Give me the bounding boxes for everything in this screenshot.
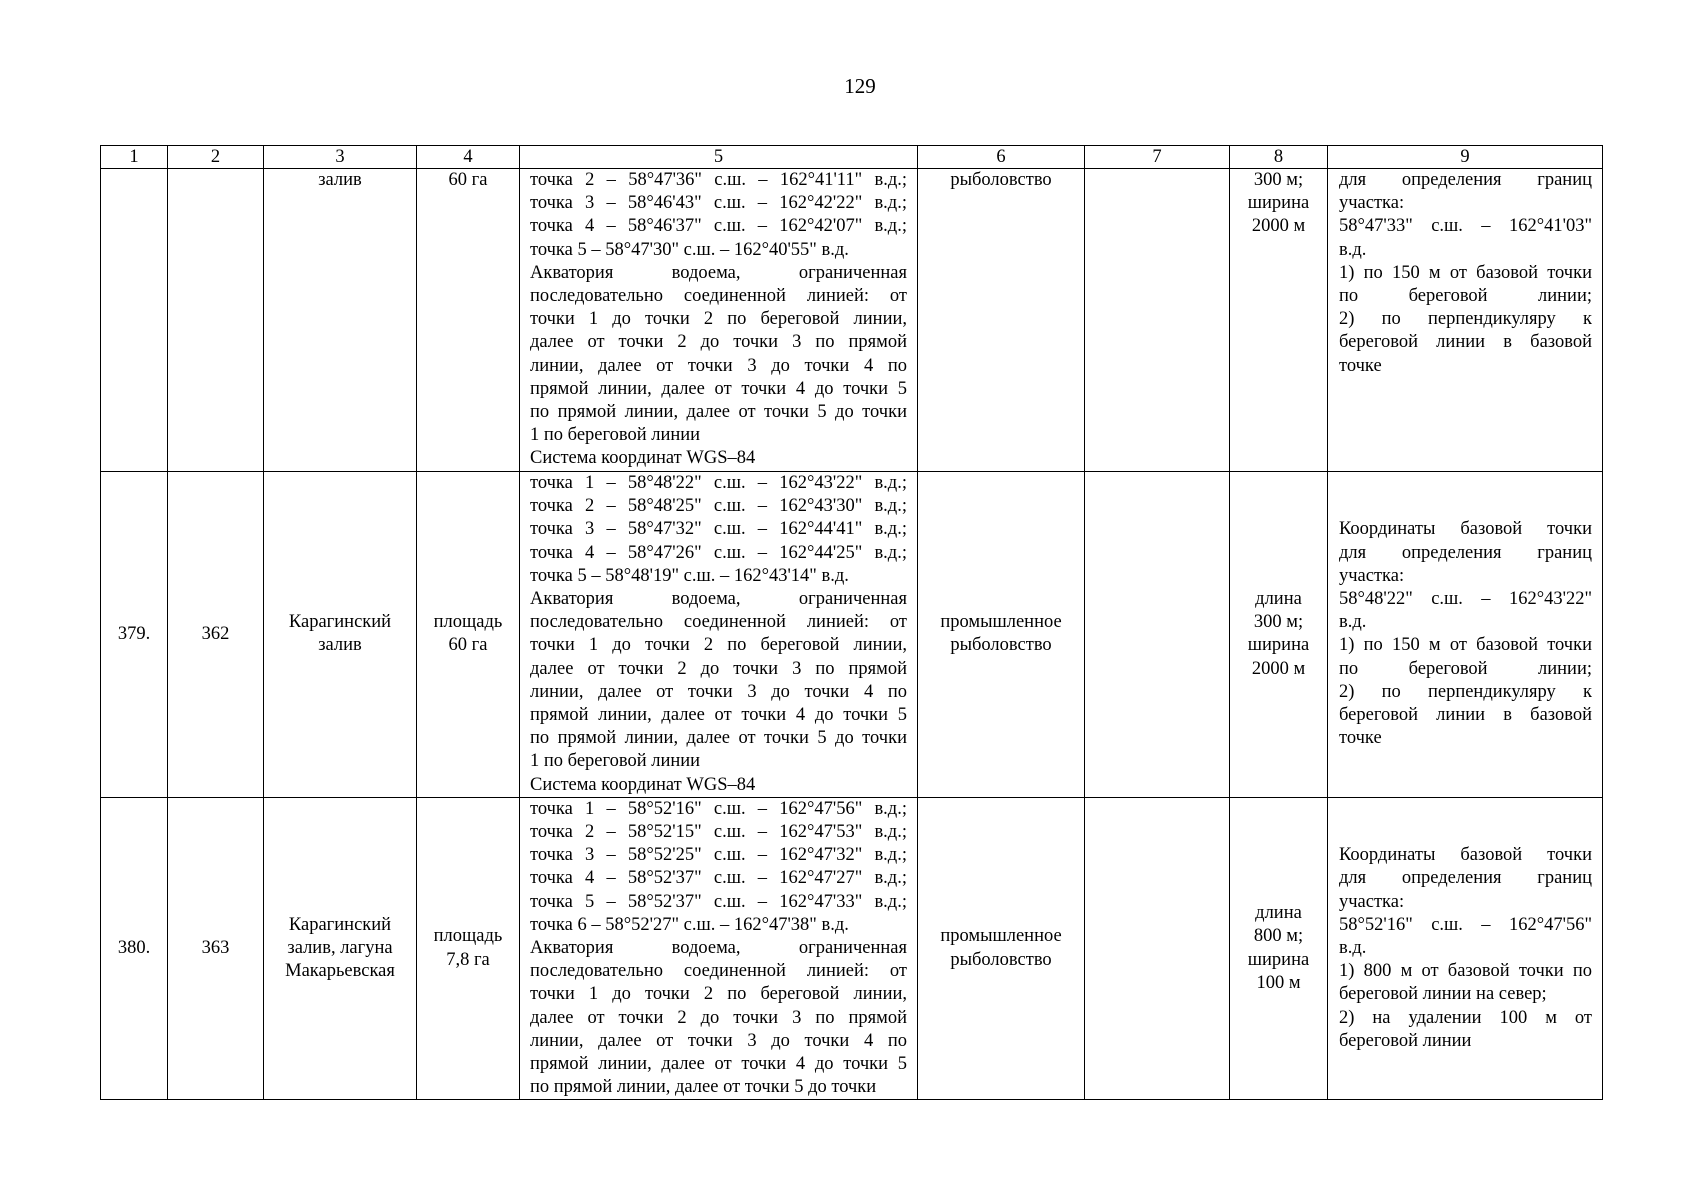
cell-line: точка 5 – 58°47'30" с.ш. – 162°40'55" в.д. [530,239,849,260]
cell-line: Координаты базовой точки [1339,845,1592,866]
base-point-cell [1328,169,1603,472]
cell-line: 58°52'16" с.ш. – 162°47'56" [1339,914,1592,935]
cell-line: ширина [1247,193,1310,214]
cell-line: участка: [1339,565,1405,586]
cell-line: 60 га [448,170,488,190]
cell-line: береговой линии на север; [1339,984,1547,1005]
cell-line: 1) по 150 м от базовой точки [1339,262,1592,283]
cell-line: ширина [1247,635,1310,656]
cell-line: Система координат WGS–84 [530,448,756,469]
cell-line: в.д. [1339,938,1367,959]
cell-line: залив [318,635,362,656]
site-number-cell: 362 [168,472,264,798]
cell-line: точка 5 – 58°48'19" с.ш. – 162°43'14" в.д. [530,565,849,586]
cell-line: 1 по береговой линии [530,751,701,772]
cell-line: точка 1 – 58°48'22" с.ш. – 162°43'22" в.д.; [530,473,907,493]
cell-line: Координаты базовой точки [1339,519,1592,540]
cell-line: 2) на удалении 100 м от [1339,1007,1592,1028]
cell-line: последовательно соединенной линией: от [530,961,907,982]
header-col-7: 7 [1085,146,1230,169]
header-col-8: 8 [1230,146,1328,169]
cell-line: участка: [1339,193,1405,214]
cell-line: точки 1 до точки 2 по береговой линии, [530,984,907,1005]
base-point-cell [1328,472,1603,798]
area-cell [417,169,520,472]
row-number-cell: 379. [101,472,168,798]
location-cell [264,169,417,472]
cell-line: для определения границ [1339,868,1592,889]
area-cell [417,472,520,798]
cell-line: залив [318,170,362,190]
cell-line: точка 5 – 58°52'37" с.ш. – 162°47'33" в.д.; [530,891,907,912]
cell-line: 60 га [448,635,488,656]
cell-line: точка 2 – 58°48'25" с.ш. – 162°43'30" в.д.; [530,496,907,517]
cell-line: Макарьевская [285,961,395,982]
boundaries-cell [520,472,918,798]
cell-line: прямой линии, далее от точки 4 до точки 5 [530,705,907,726]
header-col-6: 6 [918,146,1085,169]
page-number: 129 [844,74,876,98]
cell-line: 1) по 150 м от базовой точки [1339,635,1592,656]
cell-line: точка 1 – 58°52'16" с.ш. – 162°47'56" в.д.; [530,798,907,819]
cell-line: 2000 м [1251,216,1306,237]
header-col-1: 1 [101,146,168,169]
cell-line: 2) по перпендикуляру к [1339,309,1592,330]
dimensions-cell [1230,169,1328,472]
cell-line: далее от точки 2 до точки 3 по прямой [530,1007,907,1028]
cell-line: Акватория водоема, ограниченная [530,262,907,283]
cell-line: Карагинский [288,612,392,633]
cell-line: точка 2 – 58°47'36" с.ш. – 162°41'11" в.д.; [530,170,907,190]
boundaries-cell [520,169,918,472]
cell-line: ширина [1247,949,1310,970]
cell-line: точки 1 до точки 2 по береговой линии, [530,635,907,656]
cell-line: Акватория водоема, ограниченная [530,938,907,959]
cell-line: для определения границ [1339,542,1592,563]
base-point-cell [1328,797,1603,1100]
dimensions-cell [1230,797,1328,1100]
table-row [101,169,1603,472]
cell-line: точки 1 до точки 2 по береговой линии, [530,309,907,330]
cell-line: площадь [433,926,503,947]
site-number-cell: 363 [168,797,264,1100]
cell-line: линии, далее от точки 3 до точки 4 по [530,1030,907,1051]
purpose-cell [918,797,1085,1100]
table-row [101,472,1603,798]
cell-line: точка 2 – 58°52'15" с.ш. – 162°47'53" в.д.; [530,822,907,843]
cell-line: береговой линии [1339,1030,1472,1051]
cell-line: 2) по перпендикуляру к [1339,681,1592,702]
cell-line: для определения границ [1339,170,1592,190]
cell-line: залив, лагуна [287,938,393,959]
cell-line: точка 3 – 58°52'25" с.ш. – 162°47'32" в.д.; [530,845,907,866]
empty-cell [1085,472,1230,798]
cell-line: береговой линии в базовой [1339,332,1592,353]
cell-line: точке [1339,728,1382,749]
cell-line: линии, далее от точки 3 до точки 4 по [530,681,907,702]
cell-line: прямой линии, далее от точки 4 до точки 5 [530,378,907,399]
cell-line: точке [1339,355,1382,376]
cell-line: рыболовство [950,170,1052,190]
cell-line: 58°48'22" с.ш. – 162°43'22" [1339,589,1592,610]
regulation-table [100,145,1603,1100]
cell-line: точка 6 – 58°52'27" с.ш. – 162°47'38" в.д. [530,914,849,935]
header-col-9: 9 [1328,146,1603,169]
cell-line: 100 м [1256,972,1301,993]
cell-line: последовательно соединенной линией: от [530,286,907,307]
cell-line: 300 м; [1253,612,1304,633]
cell-line: участка: [1339,891,1405,912]
cell-line: 7,8 га [446,949,490,970]
cell-line: Система координат WGS–84 [530,774,756,795]
cell-line: точка 3 – 58°46'43" с.ш. – 162°42'22" в.д.; [530,193,907,214]
cell-line: в.д. [1339,612,1367,633]
cell-line: далее от точки 2 до точки 3 по прямой [530,332,907,353]
cell-line: по прямой линии, далее от точки 5 до точки [530,402,907,423]
cell-line: Акватория водоема, ограниченная [530,589,907,610]
cell-line: 1 по береговой линии [530,425,701,446]
cell-line: последовательно соединенной линией: от [530,612,907,633]
dimensions-cell [1230,472,1328,798]
cell-line: длина [1255,903,1302,924]
cell-line: длина [1255,589,1302,610]
site-number-cell [168,169,264,472]
boundaries-cell [520,797,918,1100]
empty-cell [1085,797,1230,1100]
cell-line: 2000 м [1251,658,1306,679]
cell-line: прямой линии, далее от точки 4 до точки 5 [530,1054,907,1075]
area-cell [417,797,520,1100]
cell-line: береговой линии в базовой [1339,705,1592,726]
cell-line: рыболовство [950,949,1052,970]
cell-line: точка 3 – 58°47'32" с.ш. – 162°44'41" в.д.; [530,519,907,540]
cell-line: точка 4 – 58°46'37" с.ш. – 162°42'07" в.д.; [530,216,907,237]
purpose-cell [918,169,1085,472]
cell-line: 58°47'33" с.ш. – 162°41'03" [1339,216,1592,237]
cell-line: 1) 800 м от базовой точки по [1339,961,1592,982]
cell-line: 800 м; [1253,926,1304,947]
location-cell [264,797,417,1100]
row-number-cell: 380. [101,797,168,1100]
cell-line: точка 4 – 58°52'37" с.ш. – 162°47'27" в.д.; [530,868,907,889]
cell-line: по береговой линии; [1339,658,1592,679]
header-col-3: 3 [264,146,417,169]
header-col-2: 2 [168,146,264,169]
table-row [101,797,1603,1100]
header-col-5: 5 [520,146,918,169]
cell-line: Карагинский [288,914,392,935]
cell-line: площадь [433,612,503,633]
cell-line: по прямой линии, далее от точки 5 до точки [530,728,907,749]
cell-line: рыболовство [950,635,1052,656]
cell-line: по береговой линии; [1339,286,1592,307]
cell-line: точка 4 – 58°47'26" с.ш. – 162°44'25" в.д.; [530,542,907,563]
cell-line: 300 м; [1253,170,1304,190]
cell-line: по прямой линии, далее от точки 5 до точки [530,1077,877,1098]
cell-line: промышленное [940,612,1062,633]
cell-line: в.д. [1339,239,1367,260]
cell-line: линии, далее от точки 3 до точки 4 по [530,355,907,376]
header-row [101,146,1603,169]
location-cell [264,472,417,798]
row-number-cell [101,169,168,472]
purpose-cell [918,472,1085,798]
empty-cell [1085,169,1230,472]
cell-line: далее от точки 2 до точки 3 по прямой [530,658,907,679]
header-col-4: 4 [417,146,520,169]
cell-line: промышленное [940,926,1062,947]
